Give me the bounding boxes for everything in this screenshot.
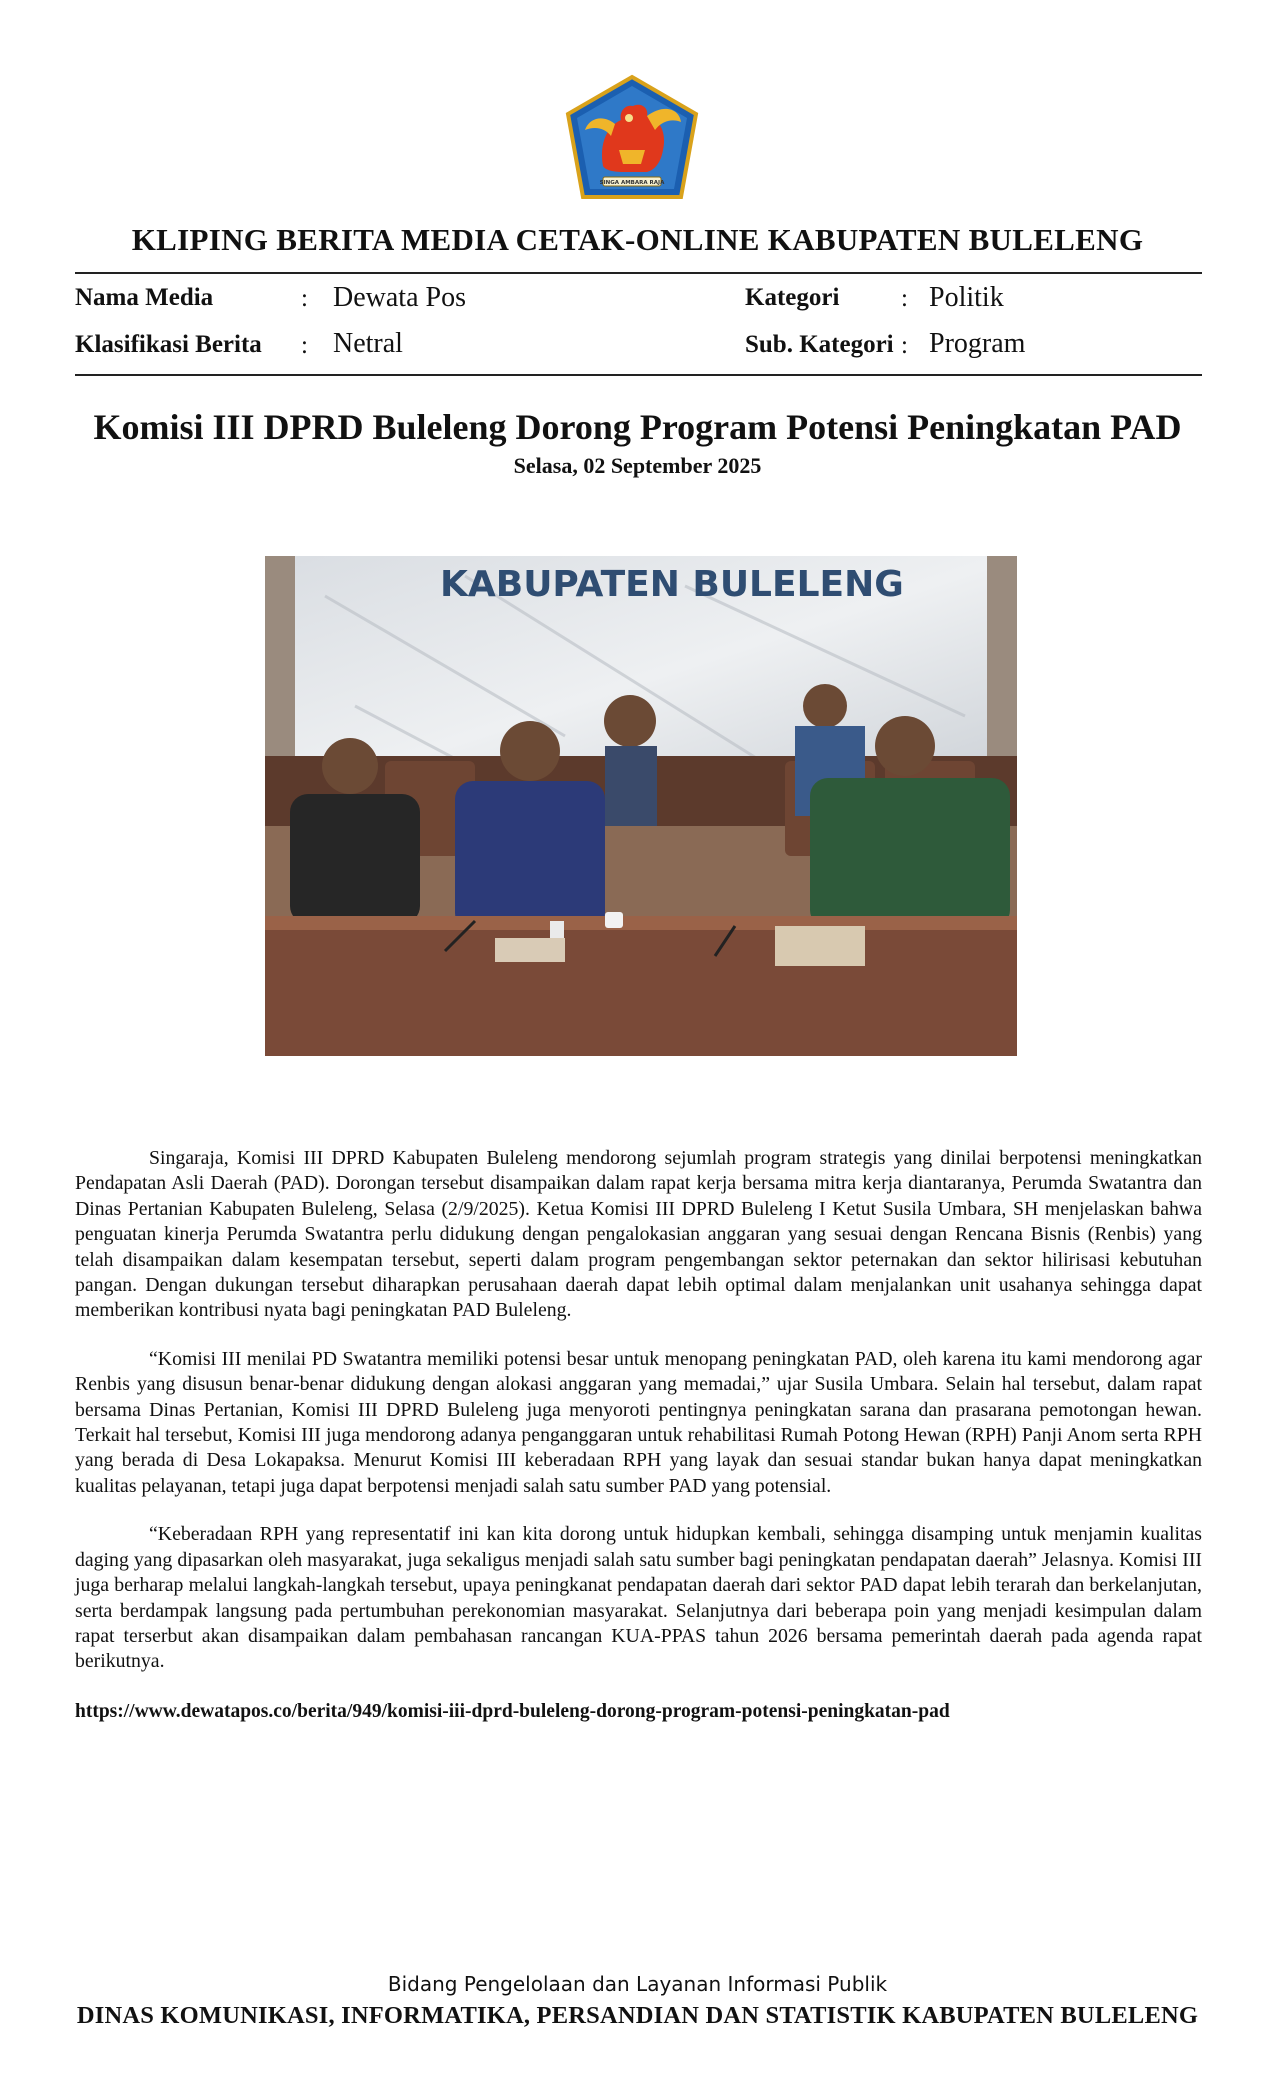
media-colon: : — [301, 285, 308, 312]
article-paragraph: “Keberadaan RPH yang representatif ini kan kita dorong untuk hidupkan kembali, sehingga disamping untuk menjamin kualitas daging yang dipasarkan oleh masyarakat, juga sekaligus menjadi salah satu sumber bagi peningkatan pendapatan daerah” Jelasnya. Komisi III juga berharap melalui langkah-langkah tersebut, upaya peningkanat pendapatan daerah dari sektor PAD dapat lebih terarah dan berkelanjutan, serta berdampak langsung pada pertumbuhan perekonomian masyarakat. Selanjutnya dari beberapa poin yang menjadi kesimpulan dalam rapat terserbut akan disampaikan dalam pembahasan rancangan KUA-PPAS tahun 2026 bersama pemerintah daerah pada agenda rapat berikutnya. — [75, 1523, 1202, 1673]
footer-department: Bidang Pengelolaan dan Layanan Informasi Publik — [387, 1972, 888, 1996]
subkategori-label: Sub. Kategori — [745, 331, 894, 358]
kategori-label: Kategori — [745, 284, 840, 311]
article-photo — [265, 556, 1017, 1056]
klasifikasi-label: Klasifikasi Berita — [75, 331, 262, 358]
footer-agency: DINAS KOMUNIKASI, INFORMATIKA, PERSANDIAN DAN STATISTIK KABUPATEN BULELENG — [76, 2002, 1199, 2029]
buleleng-emblem-logo — [563, 74, 701, 201]
klasifikasi-colon: : — [301, 332, 308, 359]
kategori-value: Politik — [929, 282, 1004, 313]
subkategori-colon: : — [901, 332, 908, 359]
svg-text:SINGA AMBARA RAJA: SINGA AMBARA RAJA — [599, 180, 665, 186]
article-body — [75, 1146, 1202, 1698]
media-label: Nama Media — [75, 284, 214, 311]
clipping-header-title: KLIPING BERITA MEDIA CETAK-ONLINE KABUPATEN BULELENG — [131, 222, 1144, 257]
header-top-rule — [75, 272, 1202, 274]
media-value: Dewata Pos — [333, 282, 466, 313]
article-date: Selasa, 02 September 2025 — [513, 453, 762, 478]
klasifikasi-value: Netral — [333, 328, 403, 359]
kategori-colon: : — [901, 285, 908, 312]
subkategori-value: Program — [929, 328, 1026, 359]
article-headline: Komisi III DPRD Buleleng Dorong Program Potensi Peningkatan PAD — [93, 407, 1182, 447]
source-url-link[interactable]: https://www.dewatapos.co/berita/949/komisi-iii-dprd-buleleng-dorong-program-potensi-peningkatan-pad — [75, 1701, 950, 1722]
svg-text:KABUPATEN BULELENG: KABUPATEN BULELENG — [440, 564, 904, 605]
article-paragraph: Singaraja, Komisi III DPRD Kabupaten Buleleng mendorong sejumlah program strategis yang dinilai berpotensi meningkatkan Pendapatan Asli Daerah (PAD). Dorongan tersebut disampaikan dalam rapat kerja bersama mitra kerja diantaranya, Perumda Swatantra dan Dinas Pertanian Kabupaten Buleleng, Selasa (2/9/2025). Ketua Komisi III DPRD Buleleng I Ketut Susila Umbara, SH menjelaskan bahwa penguatan kinerja Perumda Swatantra perlu didukung dengan pengalokasian anggaran yang sesuai dengan Rencana Bisnis (Renbis) yang telah disampaikan dalam kesempatan tersebut, seperti dalam program pengembangan sektor peternakan dan sektor hilirisasi kebutuhan pangan. Dengan dukungan tersebut diharapkan perusahaan daerah dapat lebih optimal dalam menjalankan unit usahanya sehingga dapat memberikan kontribusi nyata bagi peningkatan PAD Buleleng. — [75, 1147, 1202, 1322]
header-bottom-rule — [75, 374, 1202, 376]
article-paragraph: “Komisi III menilai PD Swatantra memiliki potensi besar untuk menopang peningkatan PAD, oleh karena itu kami mendorong agar Renbis yang disusun benar-benar didukung dengan alokasi anggaran yang memadai,” ujar Susila Umbara. Selain hal tersebut, dalam rapat bersama Dinas Pertanian, Komisi III DPRD Buleleng juga menyoroti pentingnya peningkatan sarana dan prasarana pemotongan hewan. Terkait hal tersebut, Komisi III juga mendorong adanya penganggaran untuk rehabilitasi Rumah Potong Hewan (RPH) Panji Anom serta RPH yang berada di Desa Lokapaksa. Menurut Komisi III keberadaan RPH yang layak dan sesuai standar bukan hanya dapat meningkatkan kualitas pelayanan, tetapi juga dapat berpotensi menjadi salah satu sumber PAD yang potensial. — [75, 1347, 1202, 1497]
